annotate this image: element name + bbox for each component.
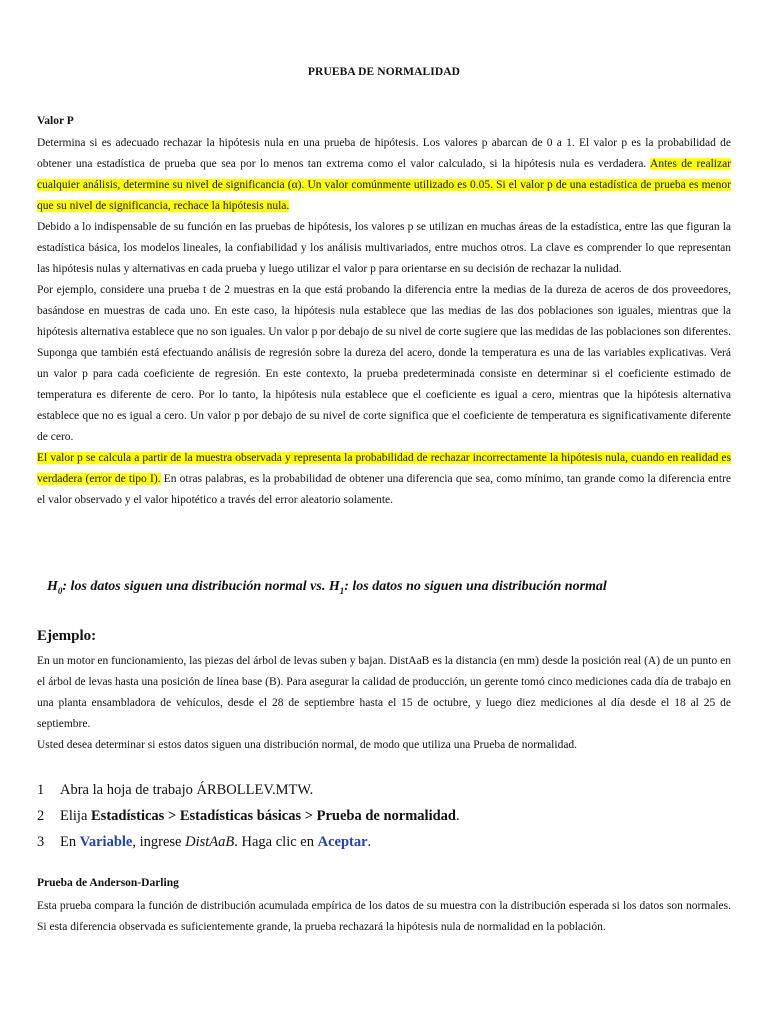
step-number: 1 [37, 782, 45, 798]
paragraph-type-i-error [37, 448, 731, 511]
example-body [37, 651, 731, 756]
step-text-post: . [455, 808, 460, 824]
h1-symbol: H [328, 579, 340, 594]
step-text: Abra la hoja de trabajo ÁRBOLLEV.MTW. [60, 782, 314, 798]
variable-name: DistAaB [185, 834, 235, 850]
paragraph-normality-goal: Usted desea determinar si estos datos siguen una distribución normal, de modo que utiliza una Prueba de normalidad. [37, 739, 578, 751]
h0-symbol: H [47, 579, 58, 594]
paragraph-regression-example: Suponga que también está efectuando análisis de regresión sobre la dureza del acero, donde la temperatura es una de las variables explicativas. Verá un valor p para cada coeficiente de regresión. En este contexto, la prueba predeterminada consiste en determinar si el coeficiente estimado de temperatura es diferente de cero. Por lo tanto, la hipótesis nula establece que el coeficiente es igual a cero, mientras que la hipótesis alternativa establece que no es igual a cero. Un valor p por debajo de su nivel de corte significa que el coeficiente de temperatura es significativamente diferente de cero. [37, 347, 731, 443]
step-text-pre: Elija [60, 808, 92, 824]
paragraph-definition-text: Determina si es adecuado rechazar la hipótesis nula en una prueba de hipótesis. Los valores p abarcan de 0 a 1. El valor p es la probabilidad de obtener una estadística de prueba que sea por lo menos tan extrema como el valor calculado, si la hipótesis nula es verdadera. [37, 137, 731, 170]
accept-keyword: Aceptar [317, 834, 368, 850]
paragraph-importance: Debido a lo indispensable de su función en las pruebas de hipótesis, los valores p se utilizan en muchas áreas de la estadística, entre las que figuran la estadística básica, los modelos lineales, la confiabilidad y los análisis multivariados, entre muchos otros. La clave es comprender lo que representan las hipótesis nulas y alternativas en cada prueba y luego utilizar el valor p para orientarse en su decisión de rechazar la nulidad. [37, 221, 731, 275]
example-heading: Ejemplo: [37, 628, 97, 644]
highlight-type-i-error: El valor p se calcula a partir de la muestra observada y representa la probabilidad de rechazar incorrectamente la hipótesis nula, cuando en realidad es verdadera (error de tipo I). [37, 452, 731, 485]
menu-path: Estadísticas > Estadísticas básicas > Prueba de normalidad [91, 808, 456, 824]
section-heading-valor-p: Valor P [37, 115, 74, 127]
anderson-darling-body [37, 896, 731, 938]
step-item [37, 777, 731, 803]
hypothesis-statement [47, 579, 607, 596]
step-item [37, 829, 731, 855]
paragraph-camshaft-example: En un motor en funcionamiento, las piezas del árbol de levas suben y bajan. DistAaB es la distancia (en mm) desde la posición real (A) de un punto en el árbol de levas hasta una posición de línea base (B). Para asegurar la calidad de producción, un gerente tomó cinco mediciones cada día de trabajo en una planta ensambladora de vehículos, desde el 28 de septiembre hasta el 15 de octubre, y luego diez mediciones al día desde el 18 al 25 de septiembre. [37, 655, 731, 730]
step-text-mid1: , ingrese [132, 834, 186, 850]
step-text [60, 829, 371, 855]
variable-keyword: Variable [79, 834, 133, 850]
h1-text: : los datos no siguen una distribución normal [344, 579, 607, 594]
step-text [60, 803, 460, 829]
step-text-mid2: . Haga clic en [234, 834, 318, 850]
document-title: PRUEBA DE NORMALIDAD [307, 66, 461, 78]
step-text-post: . [367, 834, 372, 850]
step-number: 3 [37, 834, 45, 850]
highlight-significance-level: Antes de realizar cualquier análisis, determine su nivel de significancia (α). Un valor comúnmente utilizado es 0.05. Si el valor p de una estadística de prueba es menor que su nivel de significancia, rechace la hipótesis nula. [37, 158, 732, 212]
h0-subscript: 0 [57, 585, 63, 596]
valor-p-body [37, 133, 731, 511]
steps-list [37, 777, 731, 855]
h1-subscript: 1 [339, 585, 345, 596]
paragraph-t-test-example: Por ejemplo, considere una prueba t de 2 muestras en la que está probando la diferencia entre la medias de la dureza de aceros de dos proveedores, basándose en muestras de cada uno. En este caso, la hipótesis nula establece que las medias de las dos poblaciones son iguales, mientras que la hipótesis alternativa establece que no son iguales. Un valor p por debajo de su nivel de corte sugiere que las medidas de las poblaciones son diferentes. [37, 284, 731, 338]
h0-text: : los datos siguen una distribución normal vs. [62, 579, 329, 594]
step-number: 2 [37, 808, 45, 824]
paragraph-type-i-error-text: En otras palabras, es la probabilidad de obtener una diferencia que sea, como mínimo, tan grande como la diferencia entre el valor observado y el valor hipotético a través del error aleatorio solamente. [37, 473, 731, 506]
step-text-pre: En [60, 834, 80, 850]
anderson-darling-heading: Prueba de Anderson-Darling [37, 877, 179, 889]
paragraph-anderson-darling: Esta prueba compara la función de distribución acumulada empírica de los datos de su muestra con la distribución esperada si los datos son normales. Si esta diferencia observada es suficientemente grande, la prueba rechazará la hipótesis nula de normalidad en la población. [37, 900, 731, 933]
step-item [37, 803, 731, 829]
paragraph-definition [37, 133, 731, 217]
